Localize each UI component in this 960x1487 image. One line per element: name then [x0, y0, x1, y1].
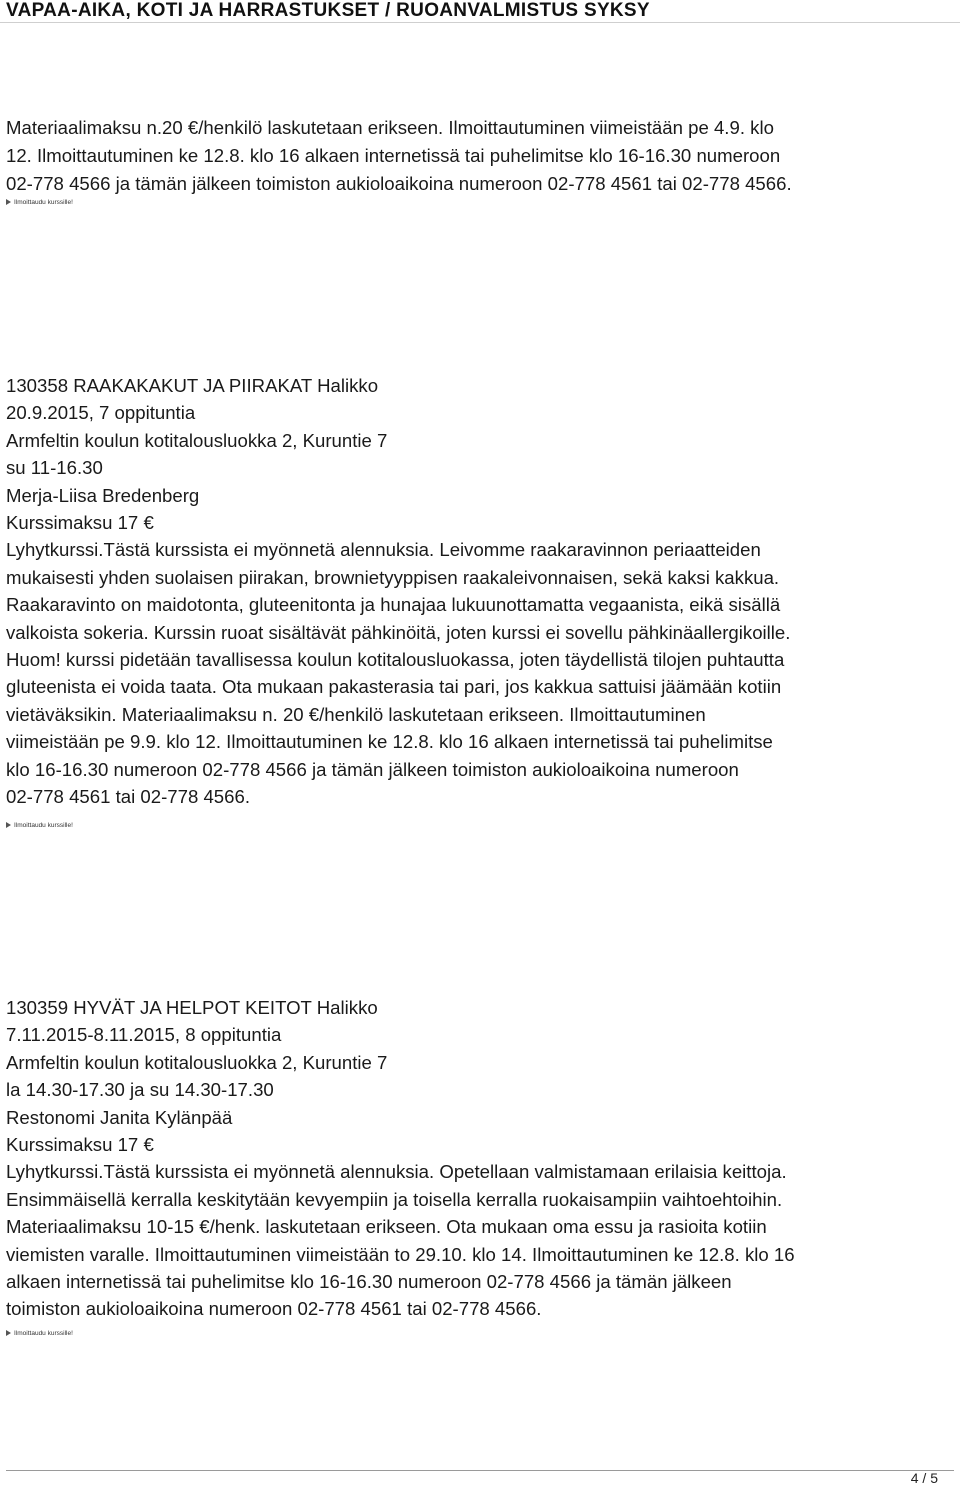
- text-line: Materiaalimaksu n.20 €/henkilö laskutetaan erikseen. Ilmoittautuminen viimeistään pe 4.9. klo: [6, 117, 774, 138]
- description-line: Huom! kurssi pidetään tavallisessa koulun kotitalousluokassa, joten täydellistä tilojen puhtautta: [6, 649, 785, 671]
- description-line: viemisten varalle. Ilmoittautuminen viimeistään to 29.10. klo 14. Ilmoittautuminen ke 12.8. klo 16: [6, 1243, 795, 1265]
- description-line: Materiaalimaksu 10-15 €/henk. laskutetaan erikseen. Ota mukaan oma essu ja rasioita kotiin: [6, 1216, 767, 1238]
- course-place: Armfeltin koulun kotitalousluokka 2, Kuruntie 7: [6, 429, 388, 451]
- description-line: vietäväksikin. Materiaalimaksu n. 20 €/henkilö laskutetaan erikseen. Ilmoittautuminen: [6, 703, 706, 725]
- course-teacher: Restonomi Janita Kylänpää: [6, 1106, 233, 1128]
- course-dates: 7.11.2015-8.11.2015, 8 oppituntia: [6, 1024, 282, 1046]
- description-line: viimeistään pe 9.9. klo 12. Ilmoittautuminen ke 12.8. klo 16 alkaen internetissä tai puhelimitse: [6, 731, 773, 753]
- course-130359: [6, 994, 956, 1323]
- description-line: klo 16-16.30 numeroon 02-778 4566 ja tämän jälkeen toimiston aukioloaikoina numeroon: [6, 758, 739, 780]
- description-line: alkaen internetissä tai puhelimitse klo 16-16.30 numeroon 02-778 4566 ja tämän jälkeen: [6, 1271, 732, 1293]
- enroll-link[interactable]: [6, 1327, 73, 1339]
- footer-divider: [6, 1470, 954, 1471]
- section-title: VAPAA-AIKA, KOTI JA HARRASTUKSET / RUOANVALMISTUS SYKSY: [6, 0, 650, 21]
- description-line: gluteenista ei voida taata. Ota mukaan pakasterasia tai pari, jos kakkua sattuisi jäämään kotiin: [6, 676, 782, 698]
- text-line: 12. Ilmoittautuminen ke 12.8. klo 16 alkaen internetissä tai puhelimitse klo 16-16.30 numeroon: [6, 145, 781, 166]
- enroll-link-label: Ilmoittaudu kurssille!: [14, 821, 73, 829]
- text-line: 02-778 4566 ja tämän jälkeen toimiston aukioloaikoina numeroon 02-778 4561 tai 02-778 4566.: [6, 173, 792, 194]
- play-triangle-icon: [6, 199, 11, 205]
- enroll-link[interactable]: [6, 196, 73, 208]
- course-130358: [6, 372, 956, 811]
- description-line: valkoista sokeria. Kurssin ruoat sisältävät pähkinöitä, joten kurssi ei sovellu pähkinäallergikoille.: [6, 621, 791, 643]
- description-line: mukaisesti yhden suolaisen piirakan, brownietyyppisen raakaleivonnaisen, sekä kaksi kakkua.: [6, 566, 780, 588]
- description-line: 02-778 4561 tai 02-778 4566.: [6, 786, 250, 808]
- enroll-link-label: Ilmoittaudu kurssille!: [14, 198, 73, 206]
- description-line: Lyhytkurssi.Tästä kurssista ei myönnetä alennuksia. Leivomme raakaravinnon periaatteiden: [6, 539, 761, 561]
- course-teacher: Merja-Liisa Bredenberg: [6, 484, 200, 506]
- page-header: [0, 0, 960, 23]
- course-fee: Kurssimaksu 17 €: [6, 1134, 154, 1156]
- description-line: toimiston aukioloaikoina numeroon 02-778 4561 tai 02-778 4566.: [6, 1298, 542, 1320]
- intro-paragraph: [6, 114, 956, 198]
- enroll-link-label: Ilmoittaudu kurssille!: [14, 1329, 73, 1337]
- play-triangle-icon: [6, 1330, 11, 1336]
- course-title: 130359 HYVÄT JA HELPOT KEITOT Halikko: [6, 997, 378, 1018]
- course-dates: 20.9.2015, 7 oppituntia: [6, 402, 196, 424]
- page-number: 4 / 5: [910, 1470, 938, 1486]
- description-line: Lyhytkurssi.Tästä kurssista ei myönnetä alennuksia. Opetellaan valmistamaan erilaisia keittoja.: [6, 1161, 787, 1183]
- description-line: Ensimmäisellä kerralla keskitytään kevyempiin ja toisella kerralla ruokaisampiin vaihtoehtoihin.: [6, 1188, 783, 1210]
- course-title: 130358 RAAKAKAKUT JA PIIRAKAT Halikko: [6, 375, 379, 396]
- course-fee: Kurssimaksu 17 €: [6, 512, 154, 534]
- course-time: la 14.30-17.30 ja su 14.30-17.30: [6, 1079, 274, 1101]
- play-triangle-icon: [6, 822, 11, 828]
- description-line: Raakaravinto on maidotonta, gluteenitonta ja hunajaa lukuunottamatta vegaanista, eikä sisällä: [6, 594, 781, 616]
- course-place: Armfeltin koulun kotitalousluokka 2, Kuruntie 7: [6, 1051, 388, 1073]
- enroll-link[interactable]: [6, 819, 73, 831]
- course-time: su 11-16.30: [6, 457, 103, 479]
